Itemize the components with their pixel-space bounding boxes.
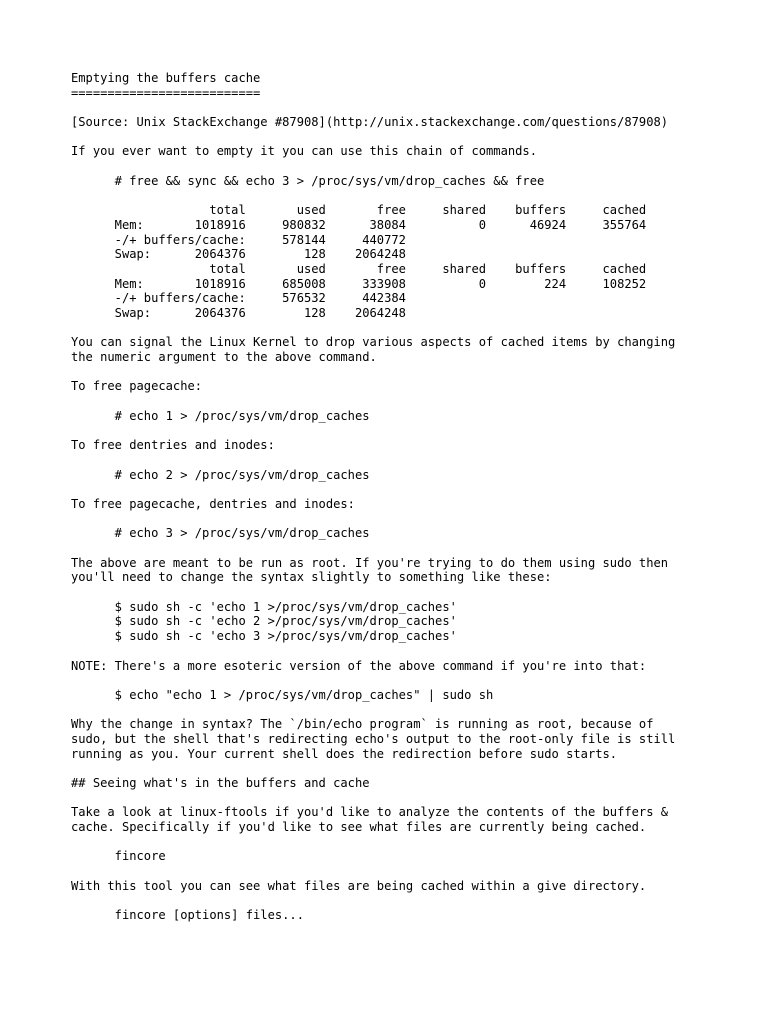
text-line: Swap: 2064376 128 2064248	[71, 247, 406, 262]
text-line: fincore	[71, 849, 166, 864]
text-line	[71, 424, 751, 439]
text-line	[71, 453, 751, 468]
text-line	[71, 864, 751, 879]
text-line: Take a look at linux-ftools if you'd like to analyze the contents of the buffers &	[71, 805, 669, 820]
text-line: cache. Specifically if you'd like to see what files are currently being cached.	[71, 820, 647, 835]
text-line: fincore [options] files...	[71, 908, 304, 923]
text-line: To free dentries and inodes:	[71, 438, 275, 453]
text-line: ==========================	[71, 85, 261, 100]
text-line	[71, 761, 751, 776]
text-line	[71, 585, 751, 600]
text-line: [Source: Unix StackExchange #87908](http://unix.stackexchange.com/questions/87908)	[71, 115, 669, 130]
text-line: If you ever want to empty it you can use this chain of commands.	[71, 144, 537, 159]
text-line: To free pagecache, dentries and inodes:	[71, 496, 355, 511]
text-line: # echo 3 > /proc/sys/vm/drop_caches	[71, 526, 370, 541]
text-line: $ sudo sh -c 'echo 2 >/proc/sys/vm/drop_caches'	[71, 614, 457, 629]
text-line	[71, 189, 751, 204]
text-line	[71, 703, 751, 718]
text-line: Emptying the buffers cache	[71, 71, 261, 85]
text-line	[71, 894, 751, 909]
text-line: Why the change in syntax? The `/bin/echo program` is running as root, because of	[71, 717, 654, 732]
text-line: $ sudo sh -c 'echo 1 >/proc/sys/vm/drop_caches'	[71, 599, 457, 614]
text-line	[71, 541, 751, 556]
text-line: To free pagecache:	[71, 379, 203, 394]
document-page	[71, 71, 751, 923]
text-line	[71, 791, 751, 806]
text-line: you'll need to change the syntax slightly to something like these:	[71, 570, 552, 585]
text-line: total used free shared buffers cached	[71, 261, 647, 276]
text-line	[71, 644, 751, 659]
text-line: With this tool you can see what files are being cached within a give directory.	[71, 878, 647, 893]
text-line: the numeric argument to the above command.	[71, 350, 377, 365]
text-line	[71, 482, 751, 497]
text-line: -/+ buffers/cache: 576532 442384	[71, 291, 406, 306]
text-line	[71, 130, 751, 145]
text-line: sudo, but the shell that's redirecting echo's output to the root-only file is still	[71, 731, 676, 746]
text-line	[71, 673, 751, 688]
text-line	[71, 100, 751, 115]
text-line: $ echo "echo 1 > /proc/sys/vm/drop_caches" | sudo sh	[71, 687, 494, 702]
text-line	[71, 394, 751, 409]
text-line	[71, 512, 751, 527]
text-line: -/+ buffers/cache: 578144 440772	[71, 232, 406, 247]
text-line: running as you. Your current shell does the redirection before sudo starts.	[71, 746, 618, 761]
text-line: You can signal the Linux Kernel to drop various aspects of cached items by changing	[71, 335, 676, 350]
text-line: Mem: 1018916 980832 38084 0 46924 355764	[71, 217, 647, 232]
text-line	[71, 835, 751, 850]
text-line	[71, 159, 751, 174]
text-line	[71, 321, 751, 336]
text-line: NOTE: There's a more esoteric version of the above command if you're into that:	[71, 658, 647, 673]
text-line: # free && sync && echo 3 > /proc/sys/vm/drop_caches && free	[71, 173, 545, 188]
text-line: ## Seeing what's in the buffers and cache	[71, 776, 370, 790]
text-line: Mem: 1018916 685008 333908 0 224 108252	[71, 276, 647, 291]
text-line	[71, 365, 751, 380]
text-line: # echo 1 > /proc/sys/vm/drop_caches	[71, 408, 370, 423]
text-line: Swap: 2064376 128 2064248	[71, 306, 406, 320]
text-line: total used free shared buffers cached	[71, 203, 647, 218]
text-line: $ sudo sh -c 'echo 3 >/proc/sys/vm/drop_caches'	[71, 629, 457, 644]
text-line: The above are meant to be run as root. If you're trying to do them using sudo then	[71, 555, 669, 570]
text-line: # echo 2 > /proc/sys/vm/drop_caches	[71, 467, 370, 482]
